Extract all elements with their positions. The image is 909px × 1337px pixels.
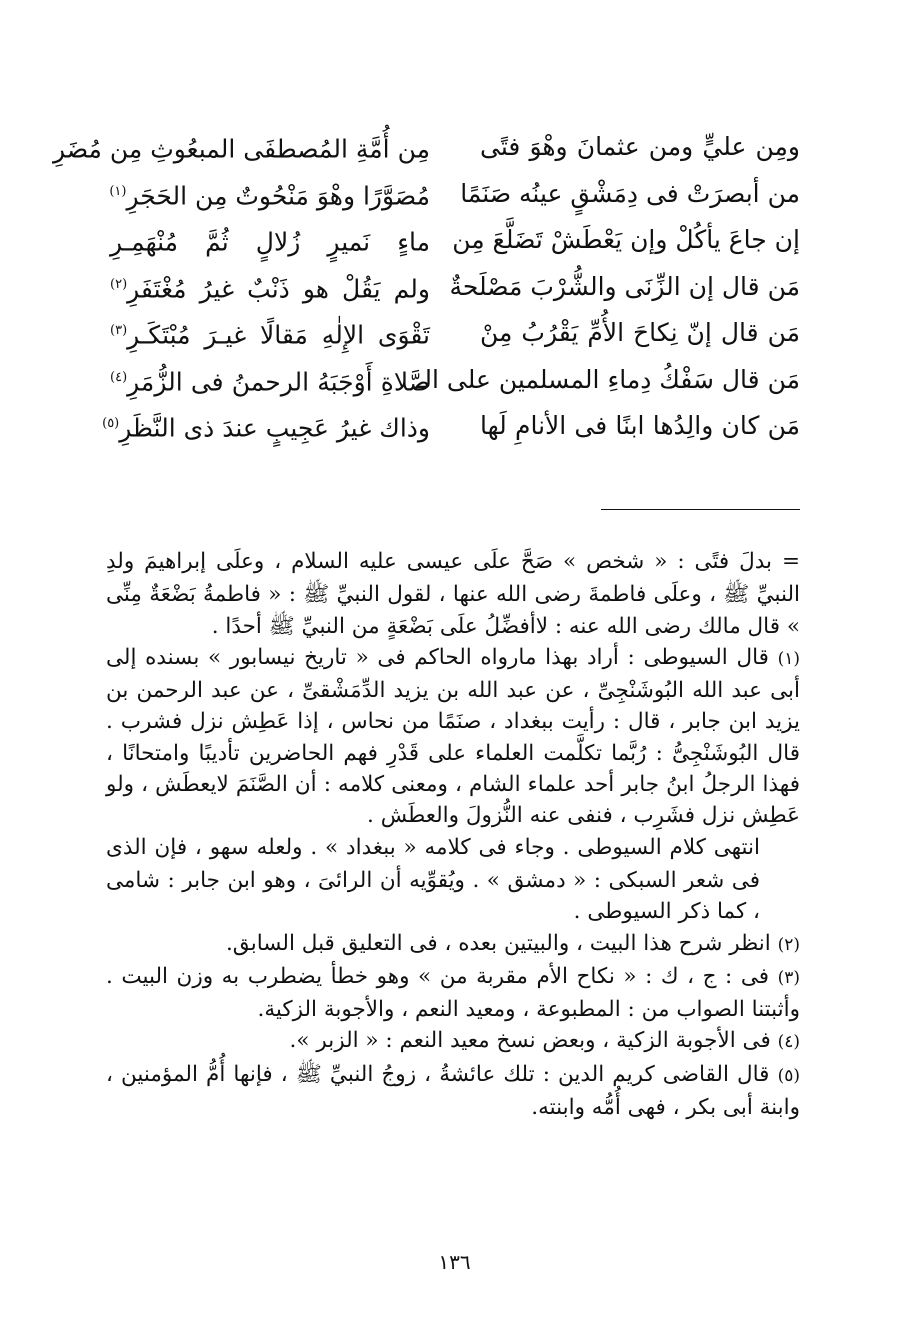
footnote-number: (٥) (777, 1065, 800, 1086)
footnote-text: = بدلَ فتًى : « شخص » صَحَّ علَى عيسى عليه السلام ، وعلَى إبراهيمَ ولدِ النبيِّ ﷺ ، وعلَى فاطمةَ رضى الله عنها ، لقول النبيِّ ﷺ : « فاطمةُ بَضْعَةٌ مِنِّى » قال مالك رضى الله عنه : لاأفضِّلُ علَى بَضْعَةٍ من النبيِّ ﷺ أحدًا . (106, 549, 800, 639)
hemistich-text: تَقْوَى الإِلٰهِ مَقالًا غيـرَ مُبْتَكَـرِ (127, 320, 430, 350)
footnote (106, 1059, 800, 1124)
verse-line (110, 217, 800, 264)
footnote-marker: (٣) (110, 323, 128, 339)
footnote-marker: (٥) (102, 416, 120, 432)
footnote-text: انظر شرح هذا البيت ، والبيتين بعده ، فى التعليق قبل السابق. (225, 930, 771, 956)
verse-second-hemistich (110, 314, 430, 352)
hemistich-text: مِن أُمَّةِ المُصطفَى المبعُوثِ مِن مُضَرِ (53, 134, 430, 164)
verse-first-hemistich: مَن كان والِدُها ابنًا فى الأنامِ لَها (480, 411, 800, 441)
verse-second-hemistich (110, 361, 430, 399)
verse-line (110, 310, 800, 357)
verse-first-hemistich: ومِن عليٍّ ومن عثمانَ وهْوَ فتًى (480, 132, 800, 162)
footnote-text: قال القاضى كريم الدين : تلك عائشةُ ، زوجُ النبيِّ ﷺ ، فإنها أُمُّ المؤمنين ، وابنة أبى بكر ، فهى أُمُّه وابنته. (106, 1061, 800, 1121)
footnote (106, 1025, 800, 1058)
verse-first-hemistich: مَن قال إن الزِّنَى والشُّرْبَ مَصْلَحةٌ (449, 271, 800, 301)
footnote-marker: (٤) (110, 369, 128, 385)
footnote-marker: (١) (109, 183, 127, 199)
footnote (106, 961, 800, 1026)
footnote-separator (601, 509, 800, 510)
footnote-text: فى الأجوبة الزكية ، وبعض نسخ معيد النعم : « الزبر ». (289, 1028, 771, 1054)
verse-line (53, 124, 800, 171)
footnote-text: قال السيوطى : أراد بهذا مارواه الحاكم فى « تاريخ نيسابور » بسنده إلى أبى عبد الله البُوشَنْجِىِّ ، عن عبد الله بن يزيد الدِّمَشْقىِّ ، عن عبد الرحمن بن يزيد ابن جابر ، قال : رأيت ببغداد ، صنَمًا من نحاس ، إذا عَطِش نزل فشرب . قال البُوشَنْجِىُّ : رُبَّما تكلَّمت العلماء على قَدْرِ فهم الحاضرين تأديبًا وامتحانًا ، فهذا الرجلُ ابنُ جابر أحد علماء الشام ، ومعنى كلامه : أن الصَّنَمَ لايعطَش ، ولو عَطِش نزل فشَرِب ، فنفى عنه النُّزولَ والعطَش . (106, 644, 800, 829)
verse-line (110, 264, 800, 311)
verse-second-hemistich (110, 221, 430, 259)
verse-line (110, 357, 800, 404)
verse-line (110, 171, 800, 218)
footnote-marker: (٢) (110, 276, 128, 292)
footnote-text: فى : ج ، ك : « نكاح الأم مقربة من » وهو خطأ يضطرب به وزن البيت . وأثبتنا الصواب من : المطبوعة ، ومعيد النعم ، والأجوبة الزكية. (106, 963, 800, 1023)
verse-first-hemistich: مَن قال إنّ نِكاحَ الأُمِّ يَقْرُبُ مِنْ (480, 318, 800, 348)
hemistich-text: ولم يَقُلْ هو ذَنْبٌ غيرُ مُغْتَفَرِ (127, 273, 430, 303)
hemistich-text: مُصَوَّرًا وهْوَ مَنْحُوتٌ مِن الحَجَرِ (126, 180, 430, 210)
footnote-text: انتهى كلام السيوطى . وجاء فى كلامه « ببغداد » . ولعله سهو ، فإن الذى فى شعر السبكى : « دمشق » . ويُقوِّيه أن الرائىَ ، وهو ابن جابر : شامى ، كما ذكر السيوطى . (106, 834, 760, 925)
verse-second-hemistich (53, 128, 430, 166)
hemistich-text: وذاك غيرُ عَجِيبٍ عندَ ذى النَّظَرِ (119, 413, 430, 443)
verse-second-hemistich (110, 175, 430, 213)
verse-first-hemistich: إن جاعَ يأكُلْ وإن يَعْطَشْ تَضَلَّعَ مِن (452, 225, 800, 255)
footnote (106, 642, 800, 832)
footnote (106, 928, 800, 961)
footnote-number: (٣) (777, 967, 800, 988)
footnote-number: (٢) (777, 934, 800, 955)
verse-second-hemistich (110, 268, 430, 306)
page-number: ١٣٦ (438, 1250, 471, 1274)
hemistich-text: صَّلاةِ أَوْجَبَهُ الرحمنُ فى الزُّمَرِ (127, 366, 430, 396)
poem-verses (53, 124, 800, 450)
verse-first-hemistich: من أبصرَتْ فى دِمَشْقٍ عينُه صَنَمًا (460, 178, 800, 208)
verse-second-hemistich (102, 407, 430, 445)
footnotes (106, 546, 800, 1123)
verse-first-hemistich: مَن قال سَفْكُ دِماءِ المسلمين على الـ (417, 364, 800, 394)
hemistich-text: ماءٍ نَميرٍ زُلالٍ ثُمَّ مُنْهَمِـرِ (110, 227, 430, 257)
footnote-number: (١) (777, 648, 800, 669)
footnote (106, 832, 800, 928)
footnote-number: (٤) (777, 1032, 800, 1053)
footnote (106, 546, 800, 642)
verse-line (102, 403, 800, 450)
